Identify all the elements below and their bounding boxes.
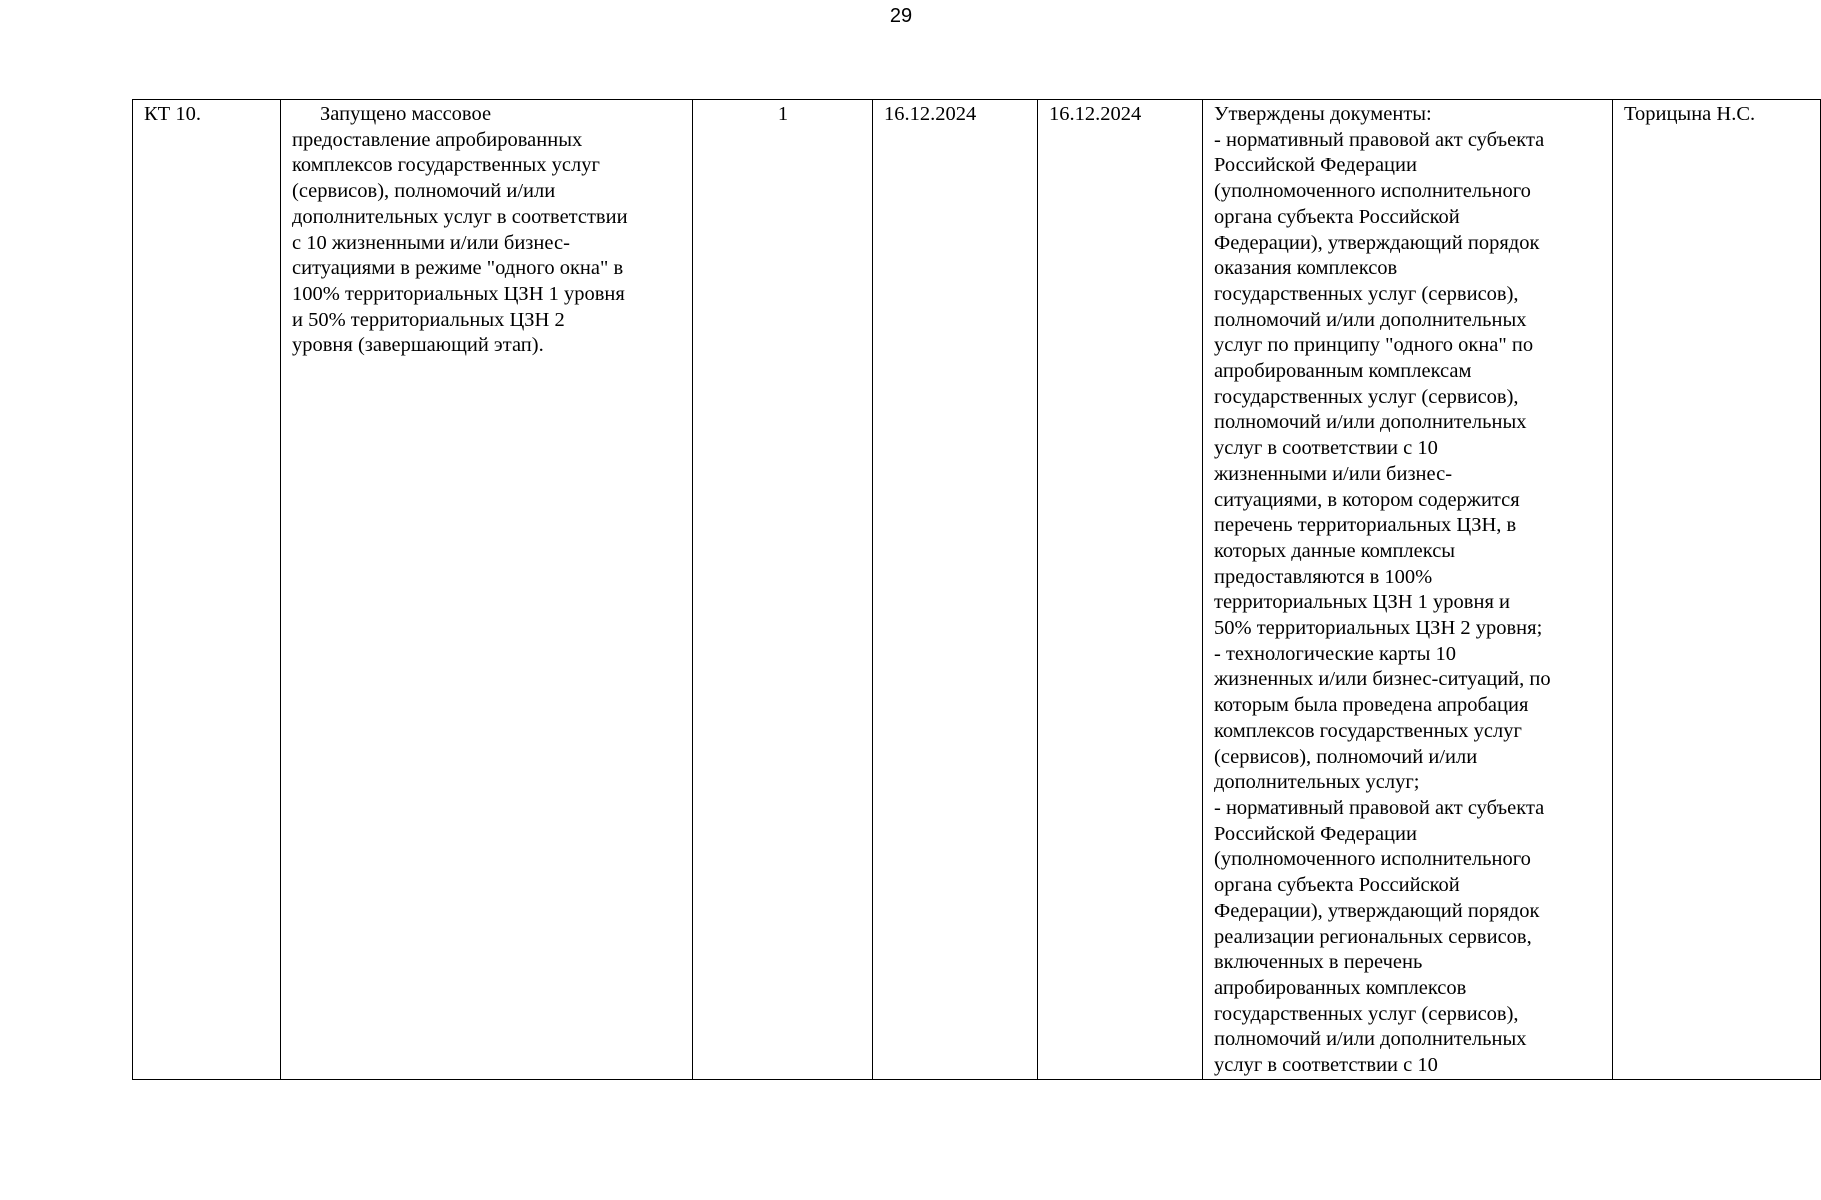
text-line: ситуациями в режиме "одного окна" в: [292, 257, 624, 280]
text-line: перечень территориальных ЦЗН, в: [1214, 514, 1517, 537]
text-line: предоставление апробированных: [292, 128, 583, 151]
text-line: услуг по принципу "одного окна" по: [1214, 334, 1534, 357]
control-point-description: [281, 100, 693, 1080]
text-line: органа субъекта Российской: [1214, 874, 1460, 897]
text-line: государственных услуг (сервисов),: [1214, 385, 1519, 408]
text-line: и 50% территориальных ЦЗН 2: [292, 308, 565, 331]
text-line: с 10 жизненными и/или бизнес-: [292, 231, 570, 254]
text-line: которых данные комплексы: [1214, 539, 1456, 562]
text-line: государственных услуг (сервисов),: [1214, 1002, 1519, 1025]
text-line: Российской Федерации: [1214, 154, 1417, 177]
text-line: уровня (завершающий этап).: [292, 334, 544, 357]
text-line: Федерации), утверждающий порядок: [1214, 231, 1540, 254]
control-point-code: КТ 10.: [133, 100, 281, 1080]
text-line: дополнительных услуг в соответствии: [292, 205, 628, 228]
table-row: [133, 100, 1821, 1080]
text-line: оказания комплексов: [1214, 257, 1398, 280]
description-text: [292, 102, 682, 359]
text-line: апробированных комплексов: [1214, 976, 1467, 999]
text-line: комплексов государственных услуг: [1214, 719, 1522, 742]
text-line: органа субъекта Российской: [1214, 205, 1460, 228]
text-line: 50% территориальных ЦЗН 2 уровня;: [1214, 617, 1543, 640]
text-line: (уполномоченного исполнительного: [1214, 180, 1531, 203]
text-line: Российской Федерации: [1214, 822, 1417, 845]
text-line: жизненных и/или бизнес-ситуаций, по: [1214, 668, 1551, 691]
control-point-result: [1203, 100, 1613, 1080]
text-line: Запущено массовое: [320, 103, 492, 125]
text-line: включенных в перечень: [1214, 951, 1423, 974]
responsible-person: Торицына Н.С.: [1613, 100, 1821, 1080]
text-line: комплексов государственных услуг: [292, 154, 600, 177]
text-line: ситуациями, в котором содержится: [1214, 488, 1520, 511]
page-number: 29: [889, 5, 913, 27]
text-line: (сервисов), полномочий и/или: [292, 180, 556, 203]
text-line: (сервисов), полномочий и/или: [1214, 745, 1478, 768]
text-line: дополнительных услуг;: [1214, 771, 1420, 794]
text-line: - нормативный правовой акт субъекта: [1214, 796, 1545, 819]
text-line: жизненными и/или бизнес-: [1214, 462, 1453, 485]
date-end: 16.12.2024: [1038, 100, 1203, 1080]
text-line: - технологические карты 10: [1214, 642, 1457, 665]
result-text: [1214, 102, 1602, 1079]
text-line: услуг в соответствии с 10: [1214, 437, 1438, 460]
text-line: Федерации), утверждающий порядок: [1214, 899, 1540, 922]
text-line: полномочий и/или дополнительных: [1214, 1028, 1527, 1051]
text-line: (уполномоченного исполнительного: [1214, 848, 1531, 871]
text-line: реализации региональных сервисов,: [1214, 925, 1532, 948]
text-line: которым была проведена апробация: [1214, 694, 1529, 717]
text-line: 100% территориальных ЦЗН 1 уровня: [292, 282, 625, 305]
text-line: - нормативный правовой акт субъекта: [1214, 128, 1545, 151]
text-line: апробированным комплексам: [1214, 360, 1472, 383]
text-line: Утверждены документы:: [1214, 103, 1432, 125]
date-start: 16.12.2024: [873, 100, 1038, 1080]
text-line: государственных услуг (сервисов),: [1214, 282, 1519, 305]
text-line: территориальных ЦЗН 1 уровня и: [1214, 591, 1510, 614]
text-line: полномочий и/или дополнительных: [1214, 308, 1527, 331]
control-point-quantity: 1: [693, 100, 873, 1080]
text-line: услуг в соответствии с 10: [1214, 1054, 1438, 1077]
text-line: полномочий и/или дополнительных: [1214, 411, 1527, 434]
text-line: предоставляются в 100%: [1214, 565, 1433, 588]
control-point-table: [132, 99, 1821, 1080]
